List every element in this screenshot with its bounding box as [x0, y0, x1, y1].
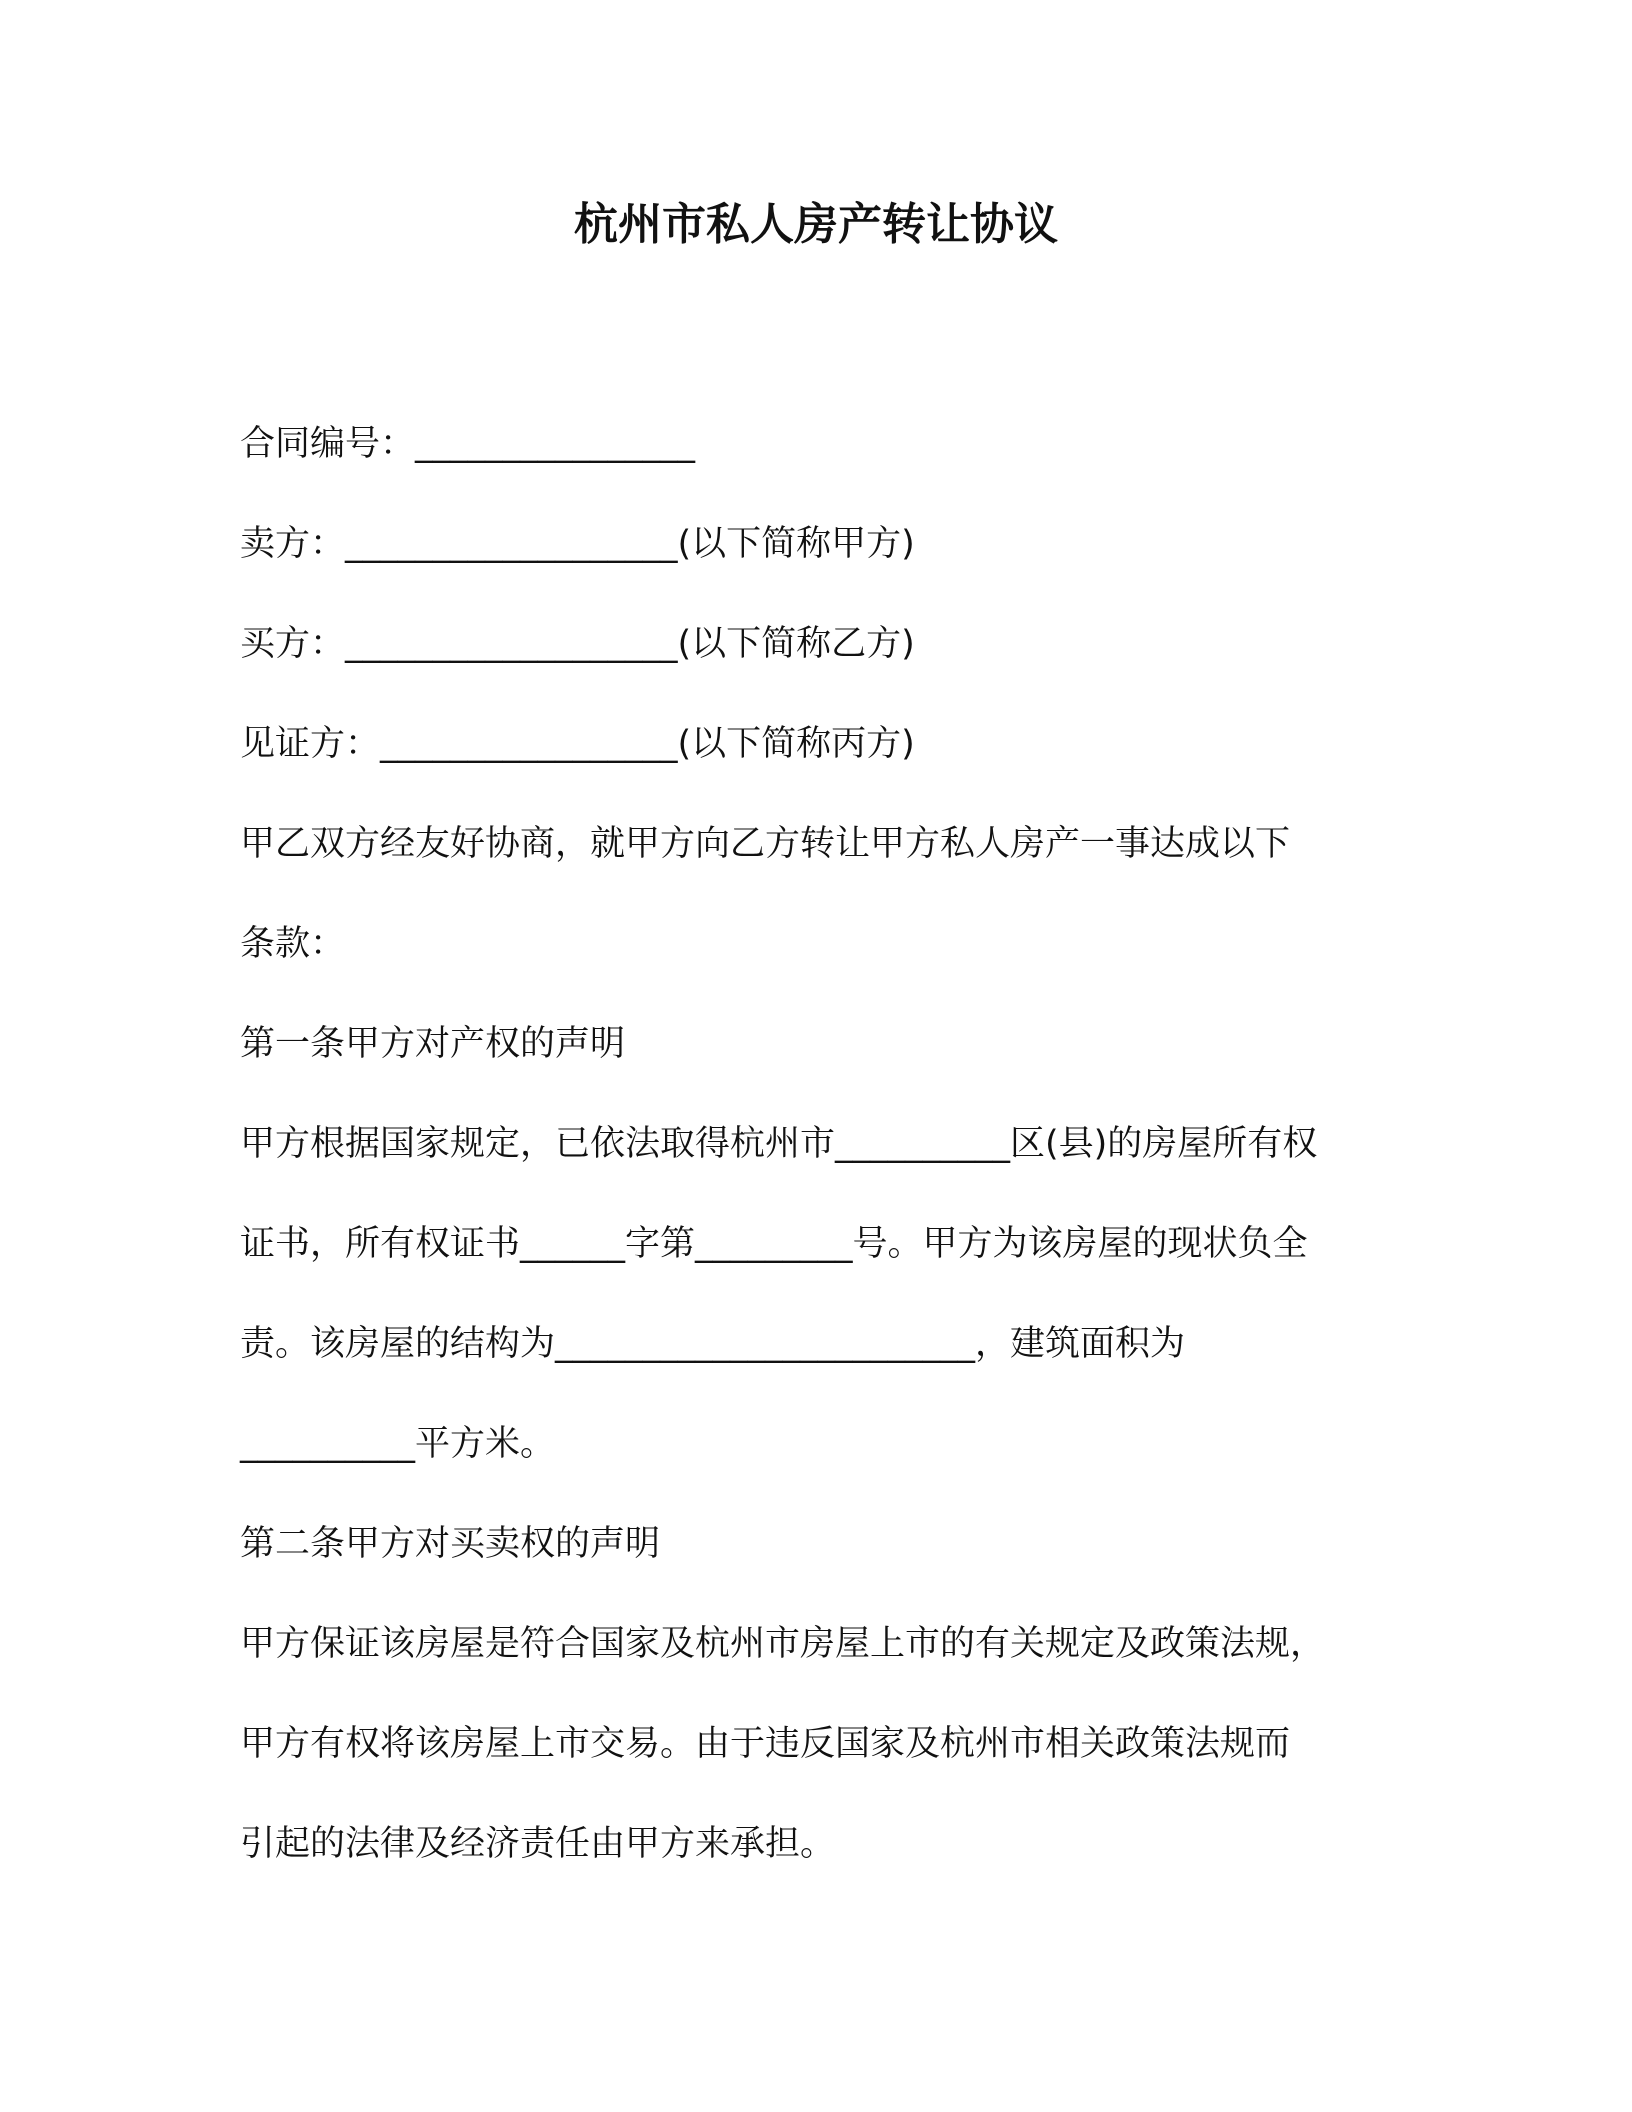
document-title: 杭州市私人房产转让协议: [574, 199, 1058, 250]
seller-line: 卖方：___________________(以下简称甲方): [240, 524, 915, 564]
article-2-heading: 第二条甲方对买卖权的声明: [240, 1524, 661, 1564]
preamble-line-1: 甲乙双方经友好协商，就甲方向乙方转让甲方私人房产一事达成以下: [240, 824, 1291, 864]
witness-line: 见证方：_________________(以下简称丙方): [240, 724, 915, 764]
preamble-line-2: 条款：: [240, 924, 346, 964]
article-2-line-1: 甲方保证该房屋是符合国家及杭州市房屋上市的有关规定及政策法规，: [240, 1624, 1326, 1664]
article-2-line-3: 引起的法律及经济责任由甲方来承担。: [240, 1824, 836, 1864]
article-1-line-3: 责。该房屋的结构为________________________，建筑面积为: [240, 1324, 1186, 1364]
article-1-heading: 第一条甲方对产权的声明: [240, 1024, 626, 1064]
article-2-line-2: 甲方有权将该房屋上市交易。由于违反国家及杭州市相关政策法规而: [240, 1724, 1291, 1764]
contract-number-line: 合同编号：________________: [240, 424, 696, 464]
article-1-line-4: __________平方米。: [240, 1424, 556, 1464]
article-1-line-2: 证书，所有权证书______字第_________号。甲方为该房屋的现状负全: [240, 1224, 1308, 1264]
buyer-line: 买方：___________________(以下简称乙方): [240, 624, 915, 664]
article-1-line-1: 甲方根据国家规定，已依法取得杭州市__________区(县)的房屋所有权: [240, 1124, 1318, 1164]
